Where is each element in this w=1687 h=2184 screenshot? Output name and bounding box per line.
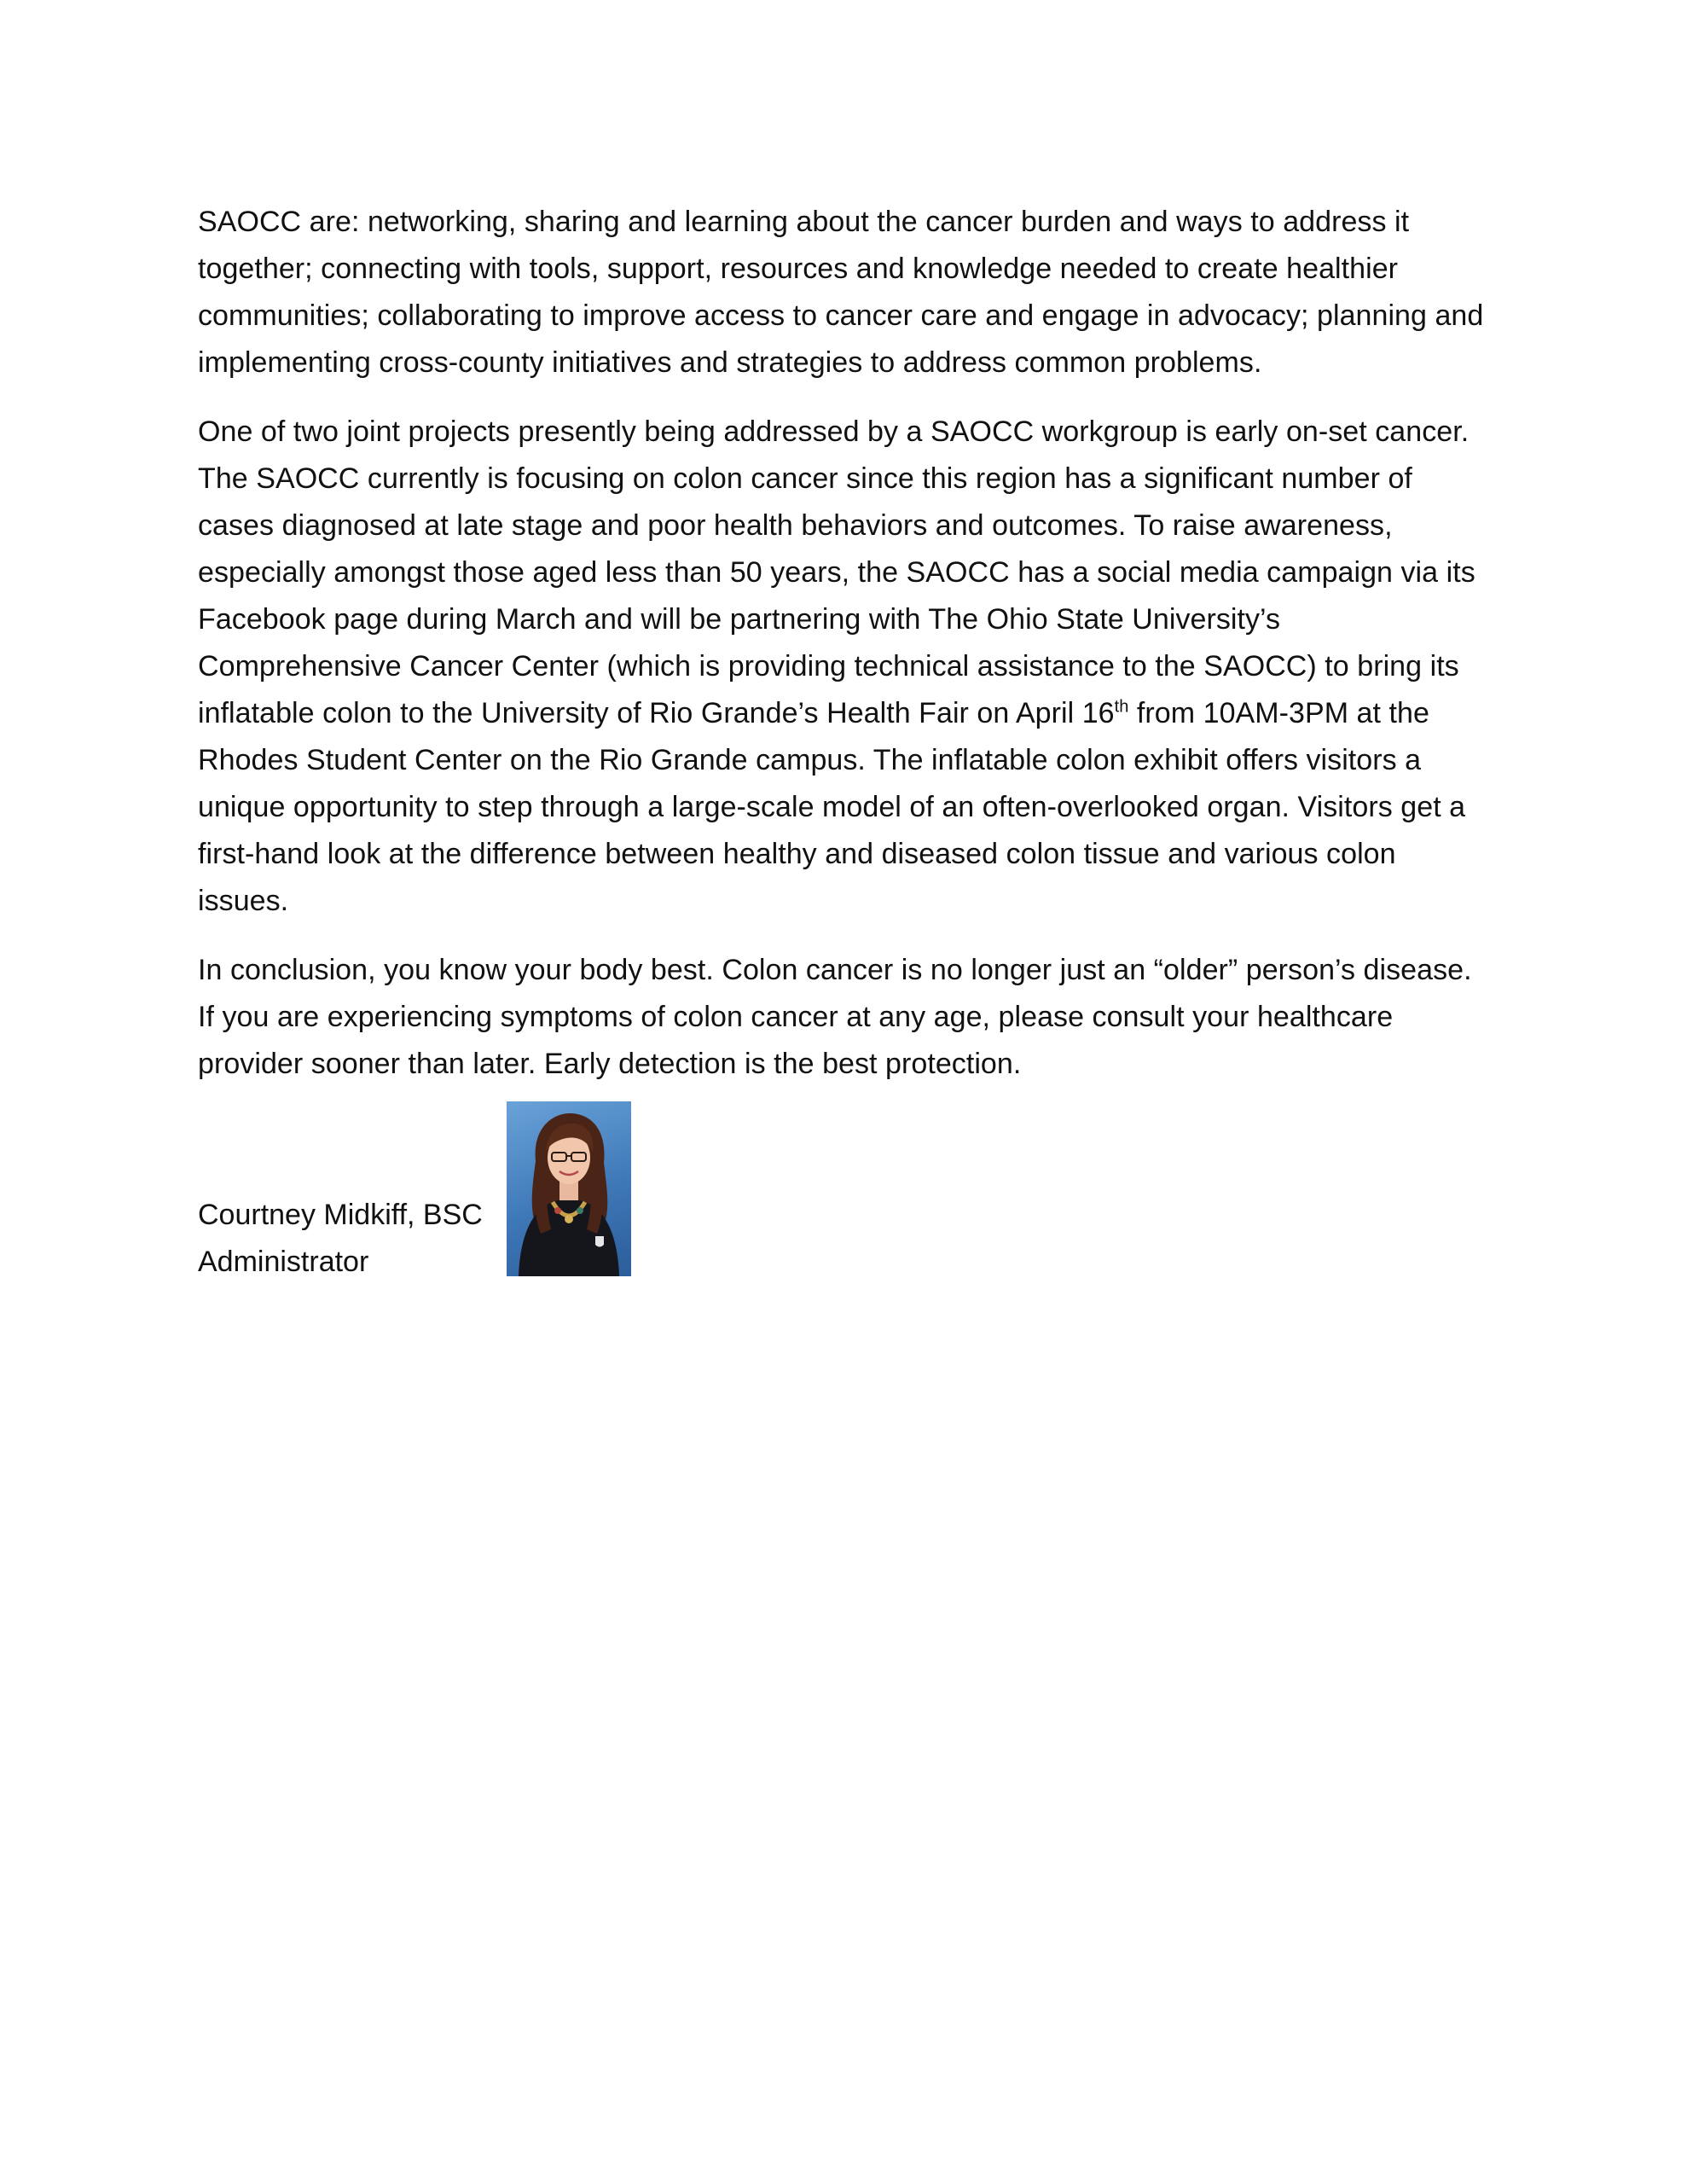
- signature-name: Courtney Midkiff, BSC: [198, 1199, 483, 1231]
- paragraph-colon-cancer-project: [198, 409, 1486, 925]
- paragraph-saocc-activities: SAOCC are: networking, sharing and learning about the cancer burden and ways to address it together; connecting with tools, support, resources and knowledge needed to create healthier communities; collaborating to improve access to cancer care and engage in advocacy; planning and implementing cross-county initiatives and strategies to address common problems.: [198, 206, 1484, 379]
- signature-text: [198, 1192, 483, 1286]
- paragraph-conclusion: In conclusion, you know your body best. Colon cancer is no longer just an “older” person’s disease. If you are experiencing symptoms of colon cancer at any age, please consult your healthcare provider sooner than later. Early detection is the best protection.: [198, 954, 1472, 1080]
- paragraph-text-part-1: One of two joint projects presently being addressed by a SAOCC workgroup is early on-set cancer. The SAOCC currently is focusing on colon cancer since this region has a significant number of cases diagnosed at late stage and poor health behaviors and outcomes. To raise awareness, especially amongst those aged less than 50 years, the SAOCC has a social media campaign via its Facebook page during March and will be partnering with The Ohio State University’s Comprehensive Cancer Center (which is providing technical assistance to the SAOCC) to bring its inflatable colon to the University of Rio Grande’s Health Fair on April 16: [198, 415, 1475, 729]
- signature-title: Administrator: [198, 1246, 369, 1278]
- ordinal-suffix: th: [1114, 697, 1129, 717]
- paragraph-text-part-2: from 10AM-3PM at the Rhodes Student Center on the Rio Grande campus. The inflatable colon exhibit offers visitors a unique opportunity to step through a large-scale model of an often-overlooked organ. Visitors get a first-hand look at the difference between healthy and diseased colon tissue and various colon issues.: [198, 697, 1466, 917]
- signature-block: [198, 1101, 1486, 1281]
- document-body: [198, 199, 1486, 1281]
- portrait-photo: [507, 1101, 631, 1276]
- portrait-illustration: [507, 1101, 631, 1276]
